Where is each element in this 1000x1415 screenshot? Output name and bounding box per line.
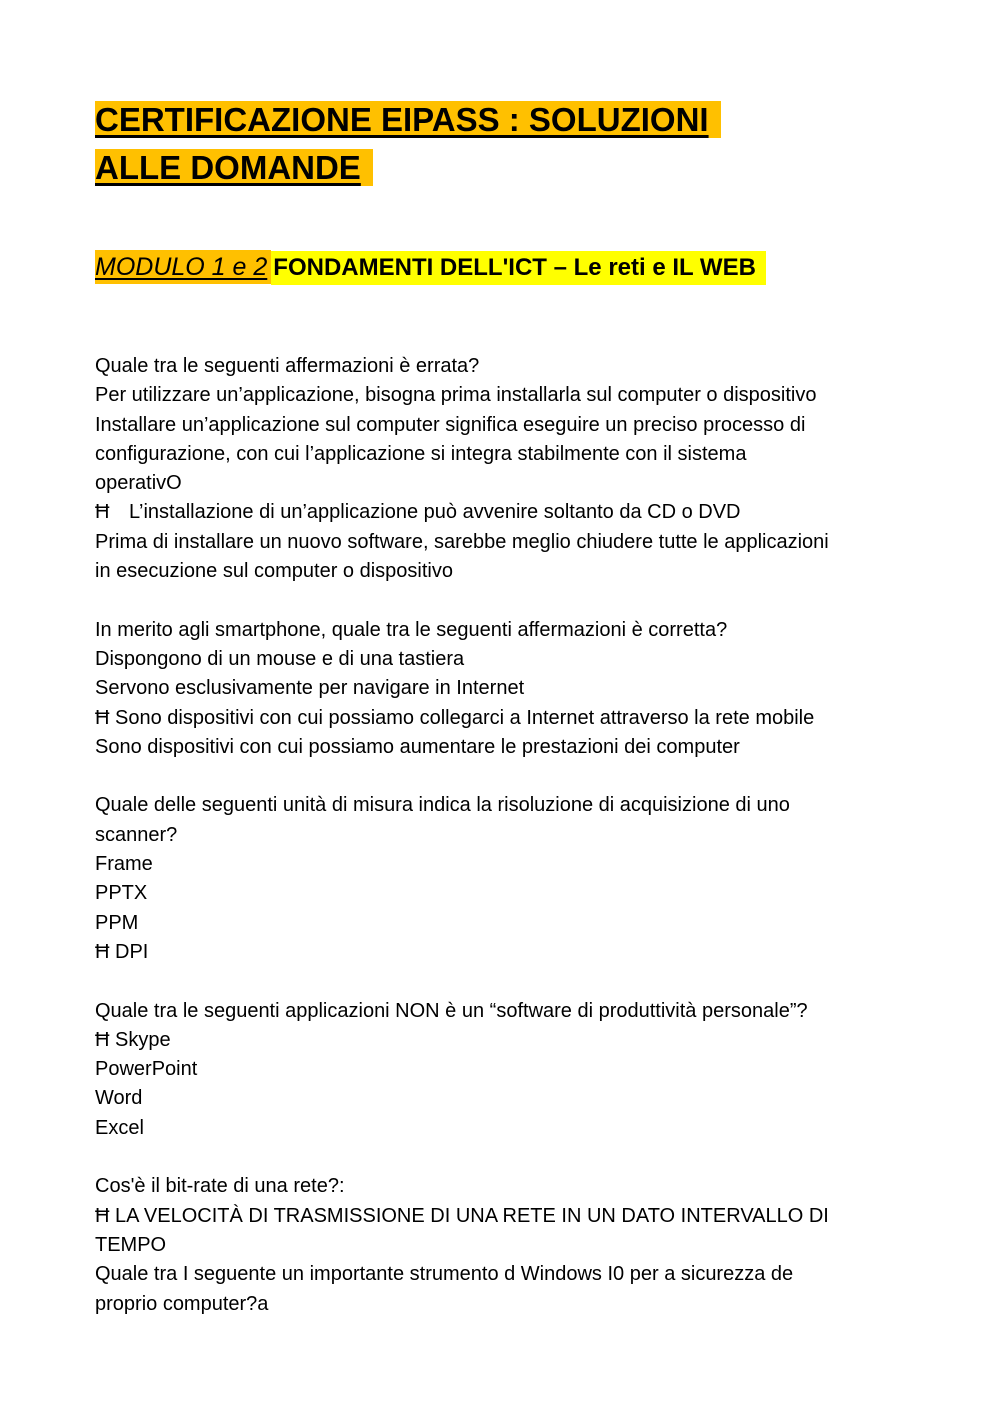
question-text: proprio computer?a bbox=[95, 1292, 269, 1315]
question-text: Quale tra le seguenti affermazioni è errata? bbox=[95, 355, 480, 377]
answer-option: Per utilizzare un’applicazione, bisogna prima installarla sul computer o dispositivo bbox=[95, 384, 817, 407]
answer-option: Sono dispositivi con cui possiamo aumentare le prestazioni dei computer bbox=[95, 735, 740, 758]
correct-marker-icon: Ħ bbox=[95, 1028, 110, 1051]
correct-marker-icon: Ħ bbox=[95, 1204, 110, 1227]
answer-text: Sono dispositivi con cui possiamo collegarci a Internet attraverso la rete mobile bbox=[115, 706, 815, 729]
question-text: Quale tra le seguenti applicazioni NON è un “software di produttività personale”? bbox=[95, 999, 808, 1022]
answer-option: Servono esclusivamente per navigare in Internet bbox=[95, 677, 525, 700]
answer-option: Installare un’applicazione sul computer significa eseguire un preciso processo di bbox=[95, 413, 806, 436]
question-text: Quale tra I seguente un importante strumento d Windows I0 per a sicurezza de bbox=[95, 1263, 794, 1286]
answer-option: operativO bbox=[95, 472, 182, 495]
correct-marker-icon: Ħ bbox=[95, 940, 110, 963]
answer-option: PowerPoint bbox=[95, 1058, 198, 1081]
questions-body bbox=[95, 352, 915, 1319]
answer-option: TEMPO bbox=[95, 1233, 167, 1256]
module-title: FONDAMENTI DELL'ICT – Le reti e IL WEB bbox=[271, 251, 766, 285]
answer-option: Frame bbox=[95, 853, 153, 876]
answer-option: Dispongono di un mouse e di una tastiera bbox=[95, 647, 465, 670]
answer-option: Prima di installare un nuovo software, sarebbe meglio chiudere tutte le applicazioni bbox=[95, 530, 829, 553]
answer-option: Excel bbox=[95, 1116, 144, 1139]
answer-option: in esecuzione sul computer o dispositivo bbox=[95, 560, 453, 583]
answer-option: PPM bbox=[95, 911, 139, 934]
question-text: In merito agli smartphone, quale tra le seguenti affermazioni è corretta? bbox=[95, 618, 728, 641]
answer-option: PPTX bbox=[95, 882, 148, 905]
answer-text: L’installazione di un’applicazione può avvenire soltanto da CD o DVD bbox=[129, 501, 741, 524]
answer-text: Skype bbox=[115, 1028, 171, 1051]
answer-option: configurazione, con cui l’applicazione si integra stabilmente con il sistema bbox=[95, 442, 747, 465]
answer-text: LA VELOCITÀ DI TRASMISSIONE DI UNA RETE IN UN DATO INTERVALLO DI bbox=[115, 1204, 829, 1227]
answer-option-correct bbox=[95, 1202, 915, 1231]
answer-option-correct bbox=[95, 498, 915, 527]
title-line-1: CERTIFICAZIONE EIPASS : SOLUZIONI bbox=[95, 101, 721, 138]
answer-text: DPI bbox=[115, 940, 149, 963]
question-text: Cos'è il bit-rate di una rete?: bbox=[95, 1175, 345, 1198]
title-line-2: ALLE DOMANDE bbox=[95, 149, 373, 186]
correct-marker-icon: Ħ bbox=[95, 706, 110, 729]
answer-option-correct bbox=[95, 938, 915, 967]
answer-option-correct bbox=[95, 1026, 915, 1055]
question-text: scanner? bbox=[95, 823, 178, 846]
page-title bbox=[95, 96, 855, 192]
module-heading bbox=[95, 250, 766, 284]
answer-option-correct bbox=[95, 704, 915, 733]
correct-marker-icon: Ħ bbox=[95, 501, 110, 524]
answer-option: Word bbox=[95, 1087, 143, 1110]
question-text: Quale delle seguenti unità di misura indica la risoluzione di acquisizione di uno bbox=[95, 794, 790, 817]
module-label: MODULO 1 e 2 bbox=[95, 250, 271, 284]
